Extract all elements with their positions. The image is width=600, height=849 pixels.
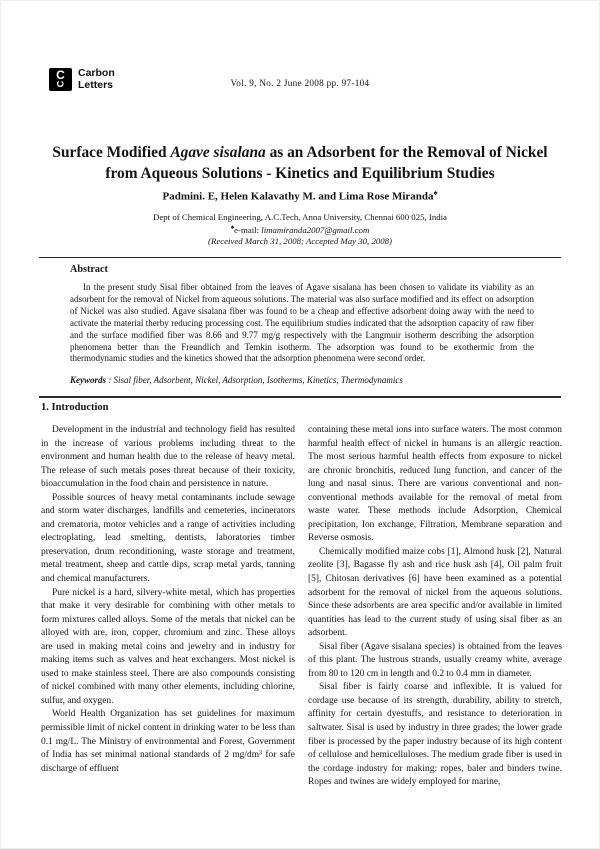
logo-glyph-bottom: C	[55, 80, 66, 88]
journal-name-line1: Carbon	[78, 67, 115, 79]
journal-name-line2: Letters	[78, 79, 114, 92]
issue-info: Vol. 9, No. 2 June 2008 pp. 97-104	[230, 78, 370, 88]
journal-header	[49, 67, 551, 109]
paragraph: Development in the industrial and technology field has resulted in the increase of various problems including threat to the environment and human health due to the release of heavy metal. The release of such metals poses threat because of their toxicity, bioaccumulation in the food chain and persistence in nature.	[41, 425, 295, 490]
author-names: Padmini. E, Helen Kalavathy M. and Lima Rose Miranda	[162, 190, 434, 203]
email-line	[1, 224, 599, 235]
email-marker: ♠	[230, 224, 235, 231]
left-column	[41, 424, 295, 790]
paragraph: Sisal fiber (Agave sisalana species) is obtained from the leaves of this plant. The lustrous strands, usually creamy white, average from 80 to 120 cm in length and 0.2 to 0.4 mm in diameter.	[308, 641, 562, 679]
keywords-line	[70, 375, 534, 385]
email-label: e-mail:	[234, 224, 262, 235]
paragraph: containing these metal ions into surface waters. The most common harmful health effect of nickel in humans is an allergic reaction. The most serious harmful health effects from exposure to nickel are chronic bronchitis, reduced lung function, and cancer of the lung and nasal sinus. There are various conventional and non-conventional methods available for the removal of metal from waste water. These methods include Adsorption, Chemical precipitation, Ion exchange, Filtration, Membrane separation and Reverse osmosis.	[308, 425, 562, 544]
received-accepted-line: (Received March 31, 2008; Accepted May 30, 2008)	[208, 236, 392, 246]
email-address: limamiranda2007@gmail.com	[261, 224, 370, 235]
paragraph: Sisal fiber is fairly coarse and inflexible. It is valued for cordage use because of its strength, durability, ability to stretch, affinity for certain dyestuffs, and resistance to deterioration in saltwater. Sisal is used by industry in three grades; the lower grade fiber is processed by the paper industry because of its high content of cellulose and hemicelluloses. The medium grade fiber is used in the cordage industry for making: ropes, baler and binders twine. Ropes and twines are widely employed for marine,	[308, 682, 562, 788]
body-columns	[41, 424, 562, 790]
abstract-body: In the present study Sisal fiber obtained from the leaves of Agave sisalana has been chosen to validate its viability as an adsorbent for the removal of Nickel from aqueous solutions. The material was also surface modified and its effect on adsorption of Nickel was also studied. Agave sisalana fiber was found to be a cheap and effective adsorbent doing away with the need to activate the material therby reducing processing cost. The equilibrium studies indicated that the adsorption capacity of raw fiber and the surface modified fiber was 8.66 and 9.77 mg/g respectively with the Langmuir isotherm describing the adsorption phenomena better than the Freundlich and Temkin isotherm. The adsorption was found to be exothermic from the thermodynamic studies and the kinetics showed that the adsorption phenomena were second order.	[70, 282, 534, 364]
paragraph: World Health Organization has set guidelines for maximum permissible limit of nickel content in drinking water to be less than 0.1 mg/L. The Ministry of environmental and Forest, Government of India has set minimal national standards of 2 mg/dm³ for safe discharge of effluent	[41, 709, 295, 774]
introduction-heading: 1. Introduction	[41, 402, 109, 413]
keywords-text: : Sisal fiber, Adsorbent, Nickel, Adsorption, Isotherms, Kinetics, Thermodynamics	[106, 375, 403, 386]
title-part2: as an Adsorbent for the Removal of Nickel from Aqueous Solutions - Kinetics and Equilibrium Studies	[105, 144, 548, 182]
paragraph: Chemically modified maize cobs [1], Almond husk [2], Natural zeolite [3], Bagasse fly ash and rice husk ash [4], Oil palm fruit [5], Chitosan derivatives [6] have been examined as a potential adsorbent for the removal of nickel from the aqueous solutions. Since these adsorbents are area specific and/or available in limited quantities has lead to the current study of using sisal fiber as an adsorbent.	[308, 546, 562, 639]
abstract-section	[39, 257, 561, 398]
abstract-heading: Abstract	[70, 264, 108, 275]
affiliation-line: Dept of Chemical Engineering, A.C.Tech, Anna University, Chennai 600 025, India	[153, 212, 447, 222]
title-species-italic: Agave sisalana	[170, 144, 266, 162]
keywords-label: Keywords	[70, 375, 106, 386]
logo-glyph-top: C	[56, 68, 65, 83]
title-part1: Surface Modified	[52, 144, 171, 162]
paragraph: Possible sources of heavy metal contaminants include sewage and storm water discharges, landfills and cemeteries, incinerators and crematoria, motor vehicles and a range of activities including electroplating, lead smelting, dentists, laboratories timber preservation, drum reconditioning, waste storage and treatment, metal treatment, sheep and cattle dips, scrap metal yards, tanning and chemical manufacturers.	[41, 492, 295, 585]
paragraph: Pure nickel is a hard, silvery-white metal, which has properties that make it very desirable for combining with other metals to form mixtures called alloys. Some of the metals that nickel can be alloyed with are, iron, copper, chromium and zinc. These alloys are used in making metal coins and jewelry and in industry for making items such as valves and heat exchangers. Most nickel is used to make stainless steel. There are also compounds consisting of nickel combined with many other elements, including chlorine, sulfur, and oxygen.	[41, 587, 295, 706]
paper-title	[37, 143, 563, 184]
authors-line	[1, 188, 599, 203]
right-column	[308, 424, 562, 790]
author-marker: ♠	[433, 188, 438, 197]
